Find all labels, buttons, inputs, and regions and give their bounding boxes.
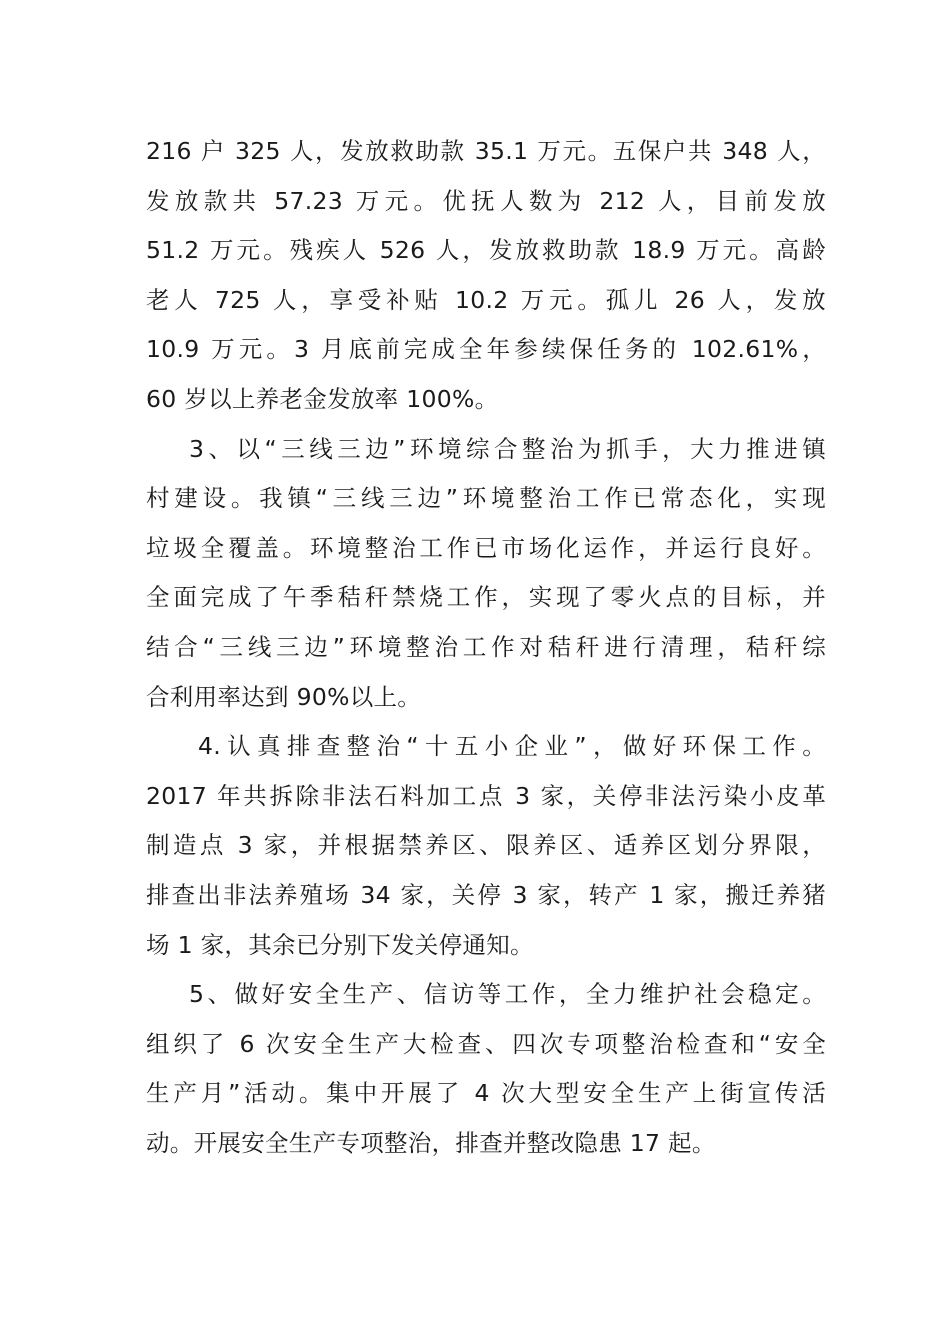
text-line: 10.9 万元。3 月底前完成全年参续保任务的 102.61%， bbox=[146, 335, 826, 364]
text-line: 组织了 6 次安全生产大检查、四次专项整治检查和“安全 bbox=[146, 1029, 826, 1058]
text-line: 全面完成了午季秸秆禁烧工作，实现了零火点的目标，并 bbox=[146, 583, 826, 612]
text-line: 老人 725 人，享受补贴 10.2 万元。孤儿 26 人，发放 bbox=[146, 285, 826, 314]
text-line: 场 1 家，其余已分别下发关停通知。 bbox=[146, 930, 534, 959]
text-line: 4.认真排查整治“十五小企业”，做好环保工作。 bbox=[198, 732, 826, 761]
text-line: 生产月”活动。集中开展了 4 次大型安全生产上街宣传活 bbox=[146, 1079, 826, 1108]
text-line: 5、做好安全生产、信访等工作，全力维护社会稳定。 bbox=[189, 980, 826, 1009]
text-line: 51.2 万元。残疾人 526 人，发放救助款 18.9 万元。高龄 bbox=[146, 236, 826, 265]
text-line: 3、以“三线三边”环境综合整治为抓手，大力推进镇 bbox=[189, 434, 826, 463]
paragraph-small-enterprises bbox=[146, 722, 826, 970]
text-line: 60 岁以上养老金发放率 100%。 bbox=[146, 384, 499, 413]
text-line: 垃圾全覆盖。环境整治工作已市场化运作，并运行良好。 bbox=[146, 533, 826, 562]
text-line: 2017 年共拆除非法石料加工点 3 家，关停非法污染小皮革 bbox=[146, 781, 826, 810]
text-line: 动。开展安全生产专项整治，排查并整改隐患 17 起。 bbox=[146, 1128, 716, 1157]
paragraph-safety-production bbox=[146, 970, 826, 1168]
text-line: 发放款共 57.23 万元。优抚人数为 212 人，目前发放 bbox=[146, 186, 826, 215]
paragraph-environment-rectification bbox=[146, 425, 826, 723]
text-line: 村建设。我镇“三线三边”环境整治工作已常态化，实现 bbox=[146, 484, 826, 513]
paragraph-relief-statistics bbox=[146, 127, 826, 425]
text-line: 排查出非法养殖场 34 家，关停 3 家，转产 1 家，搬迁养猪 bbox=[146, 880, 826, 909]
document-body bbox=[146, 127, 826, 1168]
text-line: 216 户 325 人，发放救助款 35.1 万元。五保户共 348 人， bbox=[146, 137, 826, 165]
text-line: 制造点 3 家，并根据禁养区、限养区、适养区划分界限， bbox=[146, 831, 826, 860]
text-line: 结合“三线三边”环境整治工作对秸秆进行清理，秸秆综 bbox=[146, 632, 826, 661]
text-line: 合利用率达到 90%以上。 bbox=[146, 682, 422, 711]
